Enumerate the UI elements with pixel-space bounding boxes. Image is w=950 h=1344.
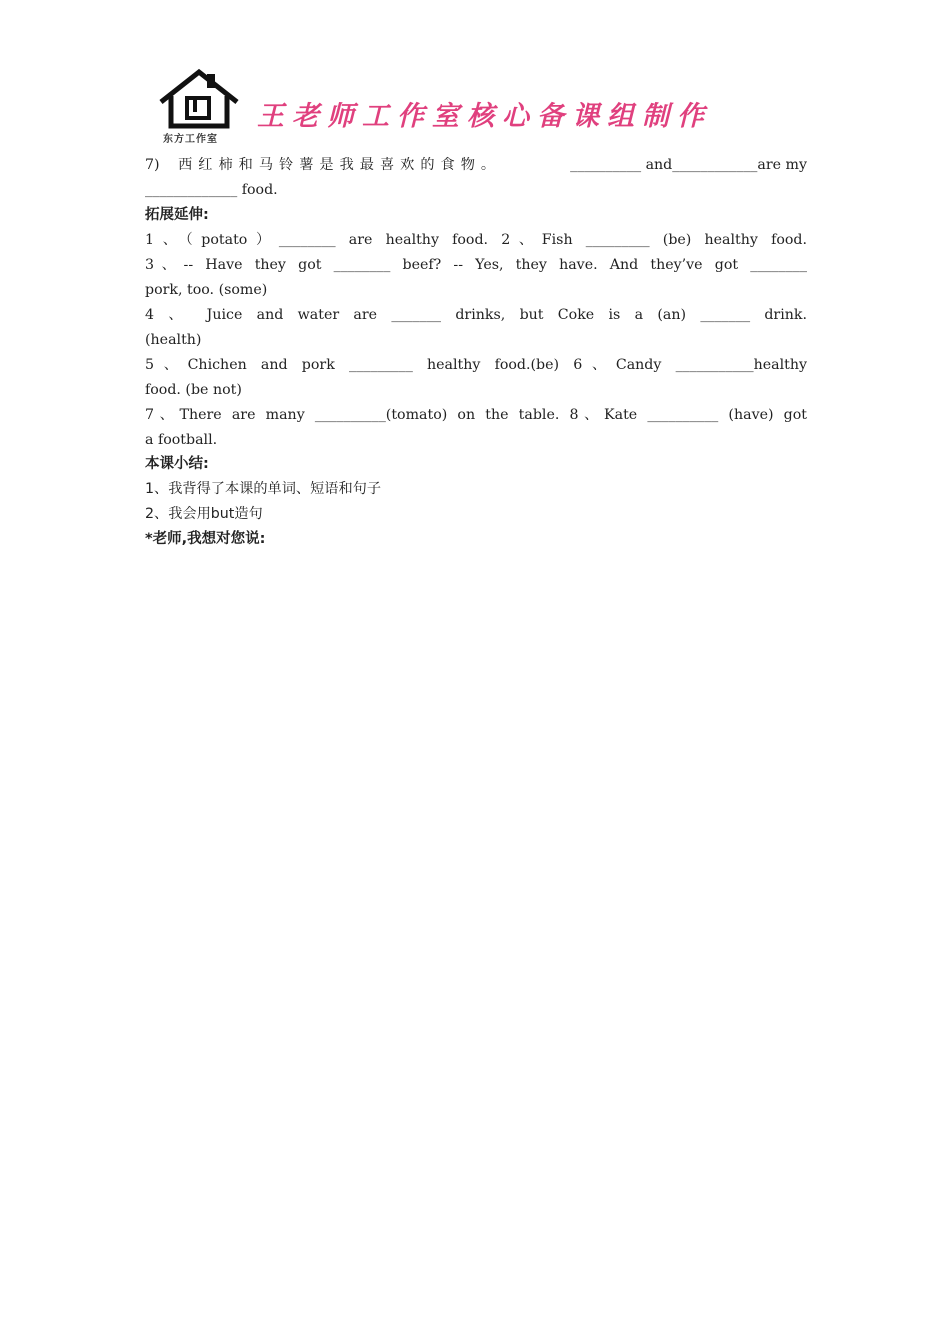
q7-english: __________ and____________are my [570,157,807,173]
banner-title: 王老师工作室核心备课组制作 [257,101,712,132]
summary-item-1: 1、我背得了本课的单词、短语和句子 [145,481,382,497]
exercise-4-line-2: (health) [145,332,202,348]
exercise-5-6-line-2: food. (be not) [145,382,242,398]
section-summary-heading: 本课小结: [145,456,209,472]
exercise-7-8-line-2: a football. [145,432,218,448]
exercise-7-8-line-1: 7、There are many __________(tomato) on the table. 8、Kate __________ (have) got [145,407,807,423]
exercise-3-line-1: 3、-- Have they got ________ beef? -- Yes, they have. And they’ve got ________ [145,257,807,273]
header-banner [157,68,807,148]
question-7-line-2: _____________ food. [145,182,278,198]
section-extend-heading: 拓展延伸: [145,207,209,223]
exercise-4-line-1: 4 、 Juice and water are _______ drinks, but Coke is a (an) _______ drink. [145,307,807,323]
logo-caption: 东方工作室 [163,134,218,145]
question-7-line-1 [145,153,807,178]
exercise-3-line-2: pork, too. (some) [145,282,268,298]
exercise-5-6-line-1: 5、Chichen and pork _________ healthy food.(be) 6、Candy ___________healthy [145,357,807,373]
summary-item-2: 2、我会用but造句 [145,506,263,522]
q7-chinese: 西红柿和马铃薯是我最喜欢的食物。 [178,157,502,173]
q7-number: 7) [145,157,160,173]
section-teacher-heading: *老师,我想对您说: [145,531,266,547]
exercise-1-2: 1、（potato）________ are healthy food. 2、Fish _________ (be) healthy food. [145,232,807,248]
